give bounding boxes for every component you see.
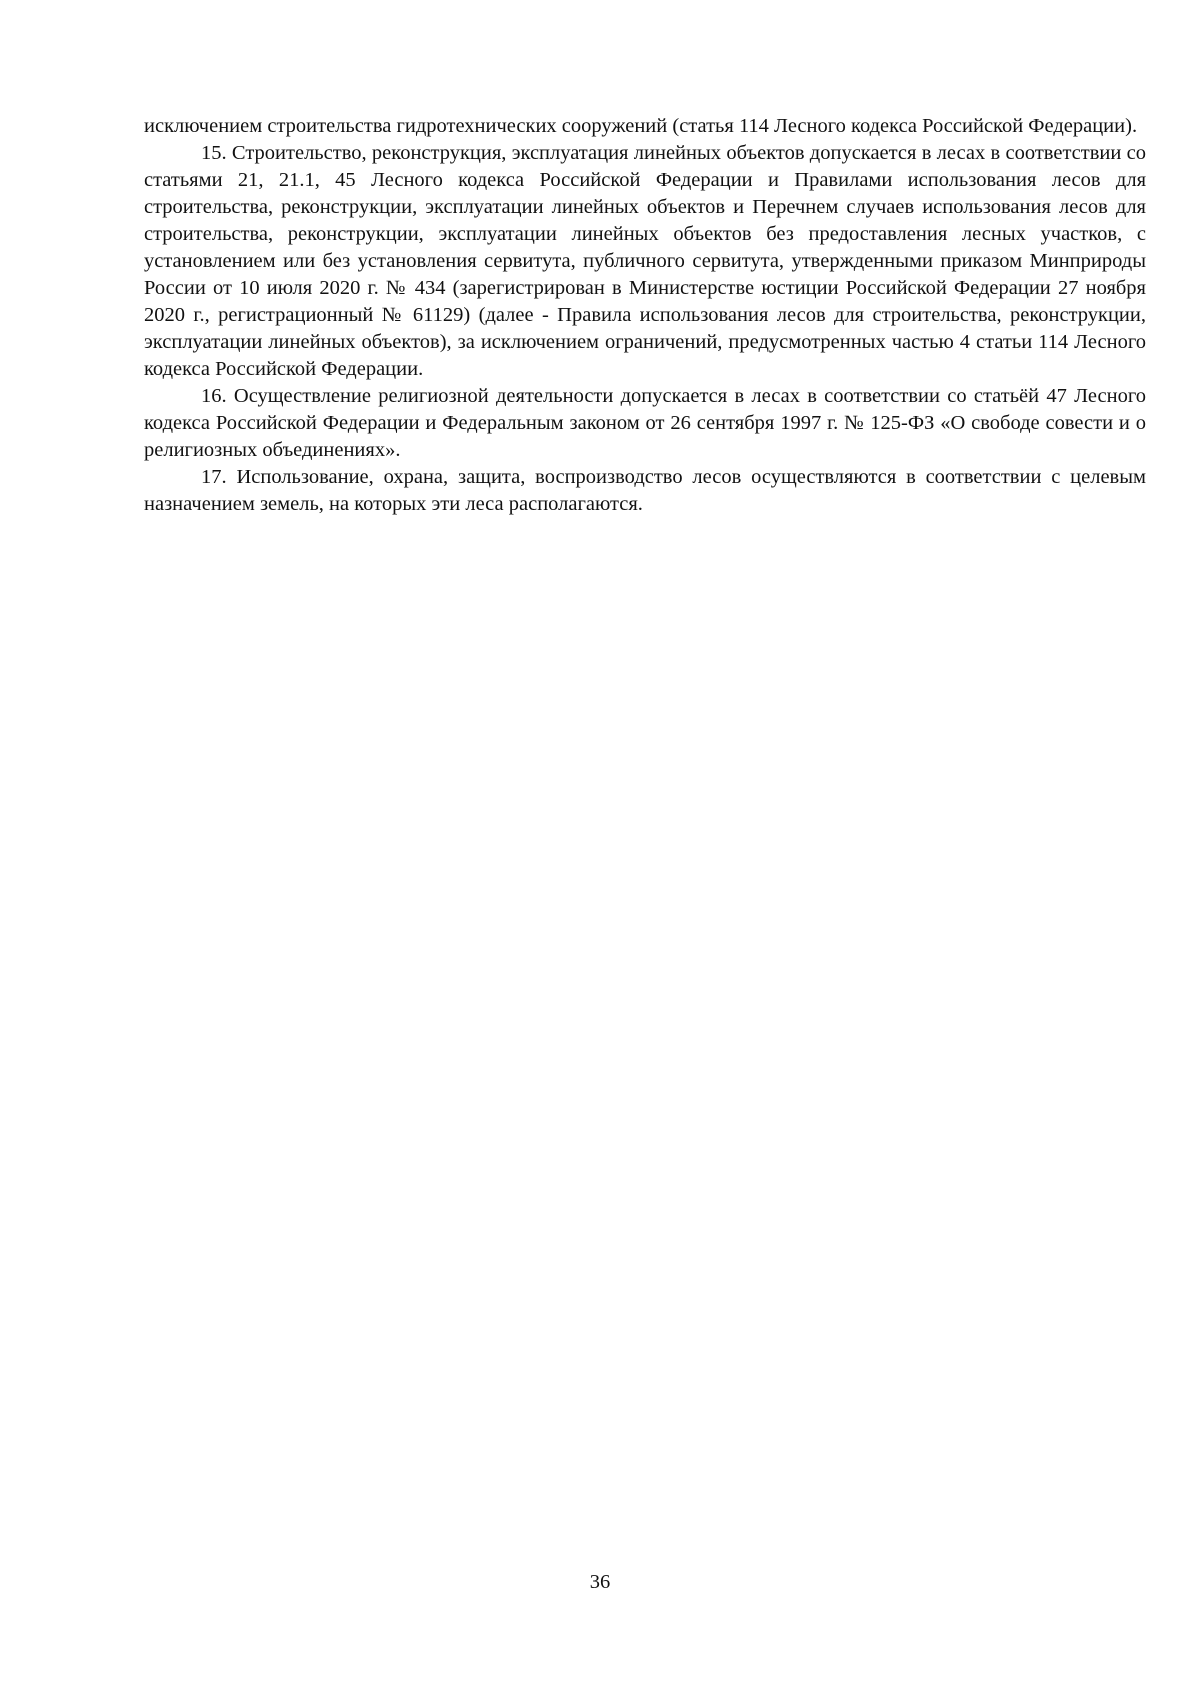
paragraph-item-16: 16. Осуществление религиозной деятельности допускается в лесах в соответствии со статьёй 47 Лесного кодекса Российской Федерации и Федеральным законом от 26 сентября 1997 г. № 125-ФЗ «О свободе совести и о религиозных объединениях». [144,385,1146,461]
page-number: 36 [589,1571,611,1593]
paragraph-item-17: 17. Использование, охрана, защита, воспроизводство лесов осуществляются в соответствии с целевым назначением земель, на которых эти леса располагаются. [144,466,1146,515]
document-body [144,113,1146,518]
paragraph-continuation: исключением строительства гидротехнических сооружений (статья 114 Лесного кодекса Российской Федерации). [144,115,1138,137]
paragraph-item-15: 15. Строительство, реконструкция, эксплуатация линейных объектов допускается в лесах в соответствии со статьями 21, 21.1, 45 Лесного кодекса Российской Федерации и Правилами использования лесов для строительства, реконструкции, эксплуатации линейных объектов и Перечнем случаев использования лесов для строительства, реконструкции, эксплуатации линейных объектов без предоставления лесных участков, с установлением или без установления сервитута, публичного сервитута, утвержденными приказом Минприроды России от 10 июля 2020 г. № 434 (зарегистрирован в Министерстве юстиции Российской Федерации 27 ноября 2020 г., регистрационный № 61129) (далее - Правила использования лесов для строительства, реконструкции, эксплуатации линейных объектов), за исключением ограничений, предусмотренных частью 4 статьи 114 Лесного кодекса Российской Федерации. [144,142,1146,380]
